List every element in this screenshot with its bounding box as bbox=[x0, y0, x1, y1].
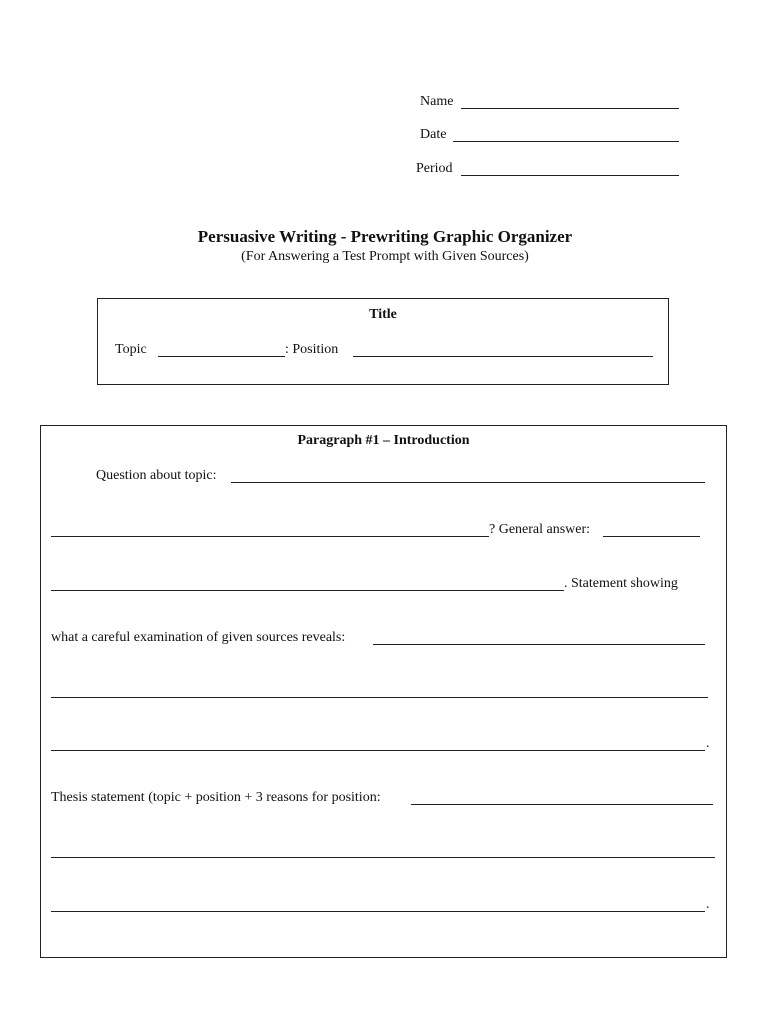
thesis-line-3[interactable] bbox=[51, 911, 705, 912]
position-label: : Position bbox=[285, 342, 339, 357]
examination-label: what a careful examination of given sources reveals: bbox=[51, 630, 346, 645]
period-field[interactable] bbox=[0, 161, 770, 181]
question-continuation-line[interactable] bbox=[51, 536, 489, 537]
date-line[interactable] bbox=[453, 141, 679, 142]
question-line[interactable] bbox=[231, 482, 705, 483]
question-label: Question about topic: bbox=[96, 468, 217, 483]
topic-label: Topic bbox=[115, 342, 147, 357]
topic-line[interactable] bbox=[158, 356, 285, 357]
title-box-heading: Title bbox=[369, 307, 397, 322]
paragraph-1-heading: Paragraph #1 – Introduction bbox=[297, 433, 470, 448]
period-label: Period bbox=[416, 161, 453, 176]
title-box bbox=[97, 298, 669, 385]
date-field[interactable] bbox=[0, 127, 770, 147]
thesis-line[interactable] bbox=[411, 804, 713, 805]
thesis-period: . bbox=[706, 897, 710, 912]
name-label: Name bbox=[420, 94, 454, 109]
position-line[interactable] bbox=[353, 356, 653, 357]
general-answer-continuation-line[interactable] bbox=[51, 590, 564, 591]
date-label: Date bbox=[420, 127, 447, 142]
page-subtitle: (For Answering a Test Prompt with Given Sources) bbox=[241, 249, 529, 264]
examination-period: . bbox=[706, 736, 710, 751]
name-line[interactable] bbox=[461, 108, 679, 109]
general-answer-label: ? General answer: bbox=[489, 522, 591, 537]
thesis-line-2[interactable] bbox=[51, 857, 715, 858]
examination-line-2[interactable] bbox=[51, 697, 708, 698]
period-line[interactable] bbox=[461, 175, 679, 176]
thesis-label: Thesis statement (topic + position + 3 reasons for position: bbox=[51, 790, 381, 805]
examination-line[interactable] bbox=[373, 644, 705, 645]
paragraph-1-box bbox=[40, 425, 727, 958]
examination-line-3[interactable] bbox=[51, 750, 705, 751]
page-title: Persuasive Writing - Prewriting Graphic Organizer bbox=[197, 227, 573, 246]
general-answer-line[interactable] bbox=[603, 536, 700, 537]
statement-showing-label: . Statement showing bbox=[564, 576, 678, 591]
name-field[interactable] bbox=[0, 94, 770, 114]
